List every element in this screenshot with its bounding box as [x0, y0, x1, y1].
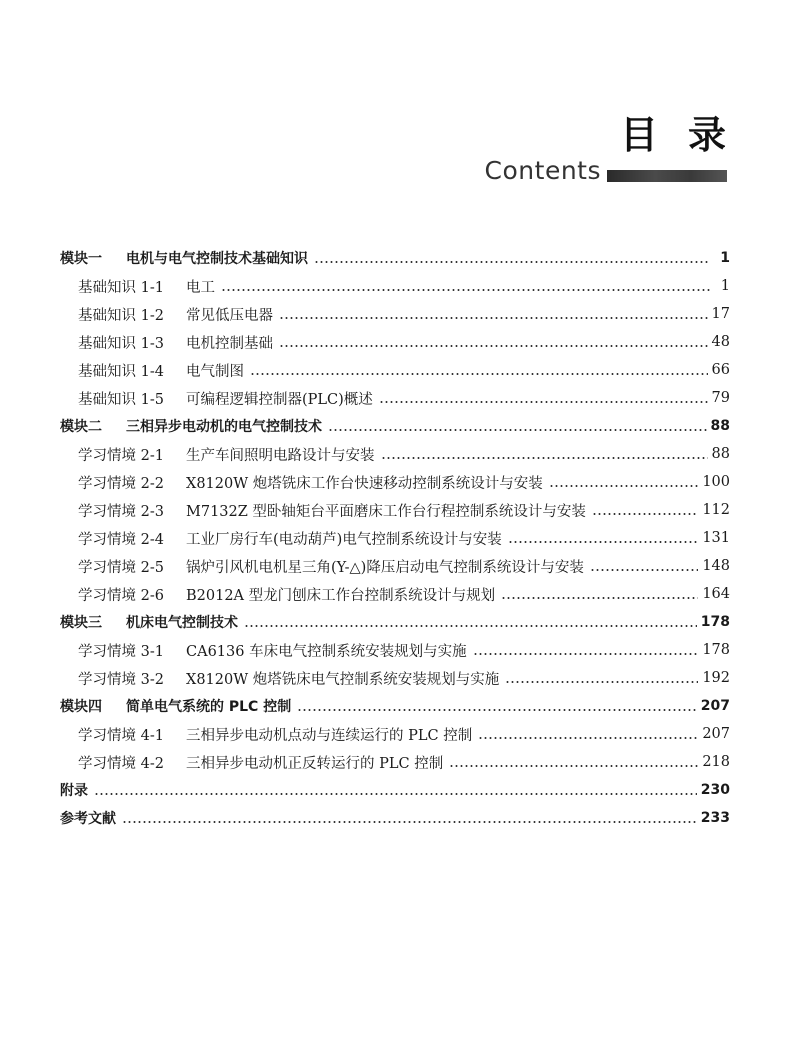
toc-module-row[interactable] — [60, 804, 730, 832]
toc-page-number: 1 — [720, 278, 730, 294]
toc-entry-code: 学习情境 2-5 — [78, 559, 164, 576]
toc-entry-title: 锅炉引风机电机星三角(Y-△)降压启动电气控制系统设计与安装 — [186, 559, 584, 576]
toc-entry-row[interactable] — [60, 300, 730, 328]
toc-entry-code: 基础知识 1-4 — [78, 363, 164, 380]
dot-leader — [505, 681, 698, 683]
toc-entry-row[interactable] — [60, 440, 730, 468]
dot-leader — [592, 513, 698, 515]
toc-entry-code: 学习情境 3-2 — [78, 671, 164, 688]
dot-leader — [549, 485, 699, 487]
toc-entry-title: 可编程逻辑控制器(PLC)概述 — [186, 391, 373, 408]
toc-entry-row[interactable] — [60, 356, 730, 384]
toc-page-number: 131 — [702, 530, 730, 546]
toc-page-number: 218 — [702, 754, 730, 770]
toc-page-number: 112 — [702, 502, 730, 518]
page-subtitle: Contents — [484, 156, 601, 185]
subtitle-row — [485, 156, 727, 186]
dot-leader — [221, 289, 710, 291]
dot-leader — [279, 345, 708, 347]
toc-module-row[interactable] — [60, 244, 730, 272]
table-of-contents — [60, 244, 730, 832]
toc-entry-row[interactable] — [60, 636, 730, 664]
toc-page-number: 178 — [702, 642, 730, 658]
dot-leader — [379, 401, 708, 403]
toc-entry-code: 模块四 — [60, 699, 102, 715]
dot-leader — [250, 373, 708, 375]
toc-entry-title: 常见低压电器 — [186, 307, 273, 324]
toc-entry-title: 电工 — [186, 279, 215, 296]
toc-entry-row[interactable] — [60, 664, 730, 692]
toc-module-row[interactable] — [60, 608, 730, 636]
toc-entry-code: 学习情境 2-1 — [78, 447, 164, 464]
toc-page-number: 100 — [702, 474, 730, 490]
dot-leader — [501, 597, 698, 599]
dot-leader — [122, 821, 697, 823]
toc-entry-title: 电机控制基础 — [186, 335, 273, 352]
toc-page-number: 207 — [702, 726, 730, 742]
dot-leader — [297, 709, 697, 711]
dot-leader — [473, 653, 699, 655]
toc-entry-row[interactable] — [60, 552, 730, 580]
toc-page-number: 88 — [710, 418, 730, 434]
subtitle-decor-bar — [607, 170, 727, 182]
toc-entry-title: 电机与电气控制技术基础知识 — [126, 251, 308, 267]
toc-entry-code: 模块一 — [60, 251, 102, 267]
toc-entry-code: 学习情境 2-6 — [78, 587, 164, 604]
toc-entry-row[interactable] — [60, 720, 730, 748]
toc-page-number: 88 — [711, 446, 730, 462]
toc-entry-row[interactable] — [60, 580, 730, 608]
toc-entry-title: 简单电气系统的 PLC 控制 — [126, 699, 292, 715]
toc-entry-code: 学习情境 2-4 — [78, 531, 164, 548]
toc-module-row[interactable] — [60, 412, 730, 440]
toc-page-number: 207 — [700, 698, 730, 714]
toc-entry-code: 基础知识 1-5 — [78, 391, 164, 408]
toc-entry-code: 学习情境 2-3 — [78, 503, 164, 520]
toc-page-number: 17 — [711, 306, 730, 322]
toc-entry-row[interactable] — [60, 468, 730, 496]
toc-entry-title: 机床电气控制技术 — [126, 615, 238, 631]
dot-leader — [590, 569, 698, 571]
dot-leader — [508, 541, 699, 543]
toc-page-number: 79 — [711, 390, 730, 406]
toc-page-number: 233 — [700, 810, 730, 826]
dot-leader — [279, 317, 708, 319]
toc-entry-title: 电气制图 — [186, 363, 244, 380]
dot-leader — [94, 793, 697, 795]
toc-page-number: 164 — [702, 586, 730, 602]
dot-leader — [381, 457, 708, 459]
toc-heading — [619, 112, 756, 158]
toc-entry-code: 学习情境 4-2 — [78, 755, 164, 772]
toc-entry-code: 基础知识 1-1 — [78, 279, 164, 296]
toc-entry-title: 三相异步电动机正反转运行的 PLC 控制 — [186, 755, 444, 772]
toc-entry-code: 学习情境 2-2 — [78, 475, 164, 492]
toc-entry-title: 参考文献 — [60, 811, 116, 827]
dot-leader — [449, 765, 698, 767]
dot-leader — [478, 737, 698, 739]
dot-leader — [244, 625, 697, 627]
toc-entry-code: 模块三 — [60, 615, 102, 631]
toc-entry-code: 模块二 — [60, 419, 102, 435]
toc-entry-row[interactable] — [60, 524, 730, 552]
toc-entry-title: CA6136 车床电气控制系统安装规划与实施 — [186, 643, 467, 660]
toc-entry-title: 三相异步电动机的电气控制技术 — [126, 419, 322, 435]
page-title: 目录 — [619, 113, 756, 157]
toc-entry-title: X8120W 炮塔铣床工作台快速移动控制系统设计与安装 — [186, 475, 543, 492]
toc-entry-title: 工业厂房行车(电动葫芦)电气控制系统设计与安装 — [186, 531, 502, 548]
toc-page-number: 230 — [700, 782, 730, 798]
toc-module-row[interactable] — [60, 692, 730, 720]
toc-entry-title: B2012A 型龙门刨床工作台控制系统设计与规划 — [186, 587, 496, 604]
toc-module-row[interactable] — [60, 776, 730, 804]
toc-entry-row[interactable] — [60, 328, 730, 356]
toc-page-number: 148 — [702, 558, 730, 574]
toc-entry-row[interactable] — [60, 272, 730, 300]
toc-page-number: 192 — [702, 670, 730, 686]
dot-leader — [328, 429, 707, 431]
toc-page-number: 178 — [700, 614, 730, 630]
toc-page-number: 66 — [711, 362, 730, 378]
toc-entry-title: 附录 — [60, 783, 88, 799]
toc-entry-title: 三相异步电动机点动与连续运行的 PLC 控制 — [186, 727, 473, 744]
toc-entry-code: 基础知识 1-2 — [78, 307, 164, 324]
toc-entry-row[interactable] — [60, 748, 730, 776]
toc-entry-title: 生产车间照明电路设计与安装 — [186, 447, 375, 464]
toc-entry-code: 学习情境 4-1 — [78, 727, 164, 744]
toc-entry-code: 学习情境 3-1 — [78, 643, 164, 660]
toc-entry-code: 基础知识 1-3 — [78, 335, 164, 352]
dot-leader — [314, 261, 710, 263]
toc-page-number: 1 — [720, 250, 730, 266]
toc-entry-row[interactable] — [60, 384, 730, 412]
toc-entry-row[interactable] — [60, 496, 730, 524]
toc-entry-title: X8120W 炮塔铣床电气控制系统安装规划与实施 — [186, 671, 500, 688]
toc-entry-title: M7132Z 型卧轴矩台平面磨床工作台行程控制系统设计与安装 — [186, 503, 586, 520]
toc-page-number: 48 — [711, 334, 730, 350]
